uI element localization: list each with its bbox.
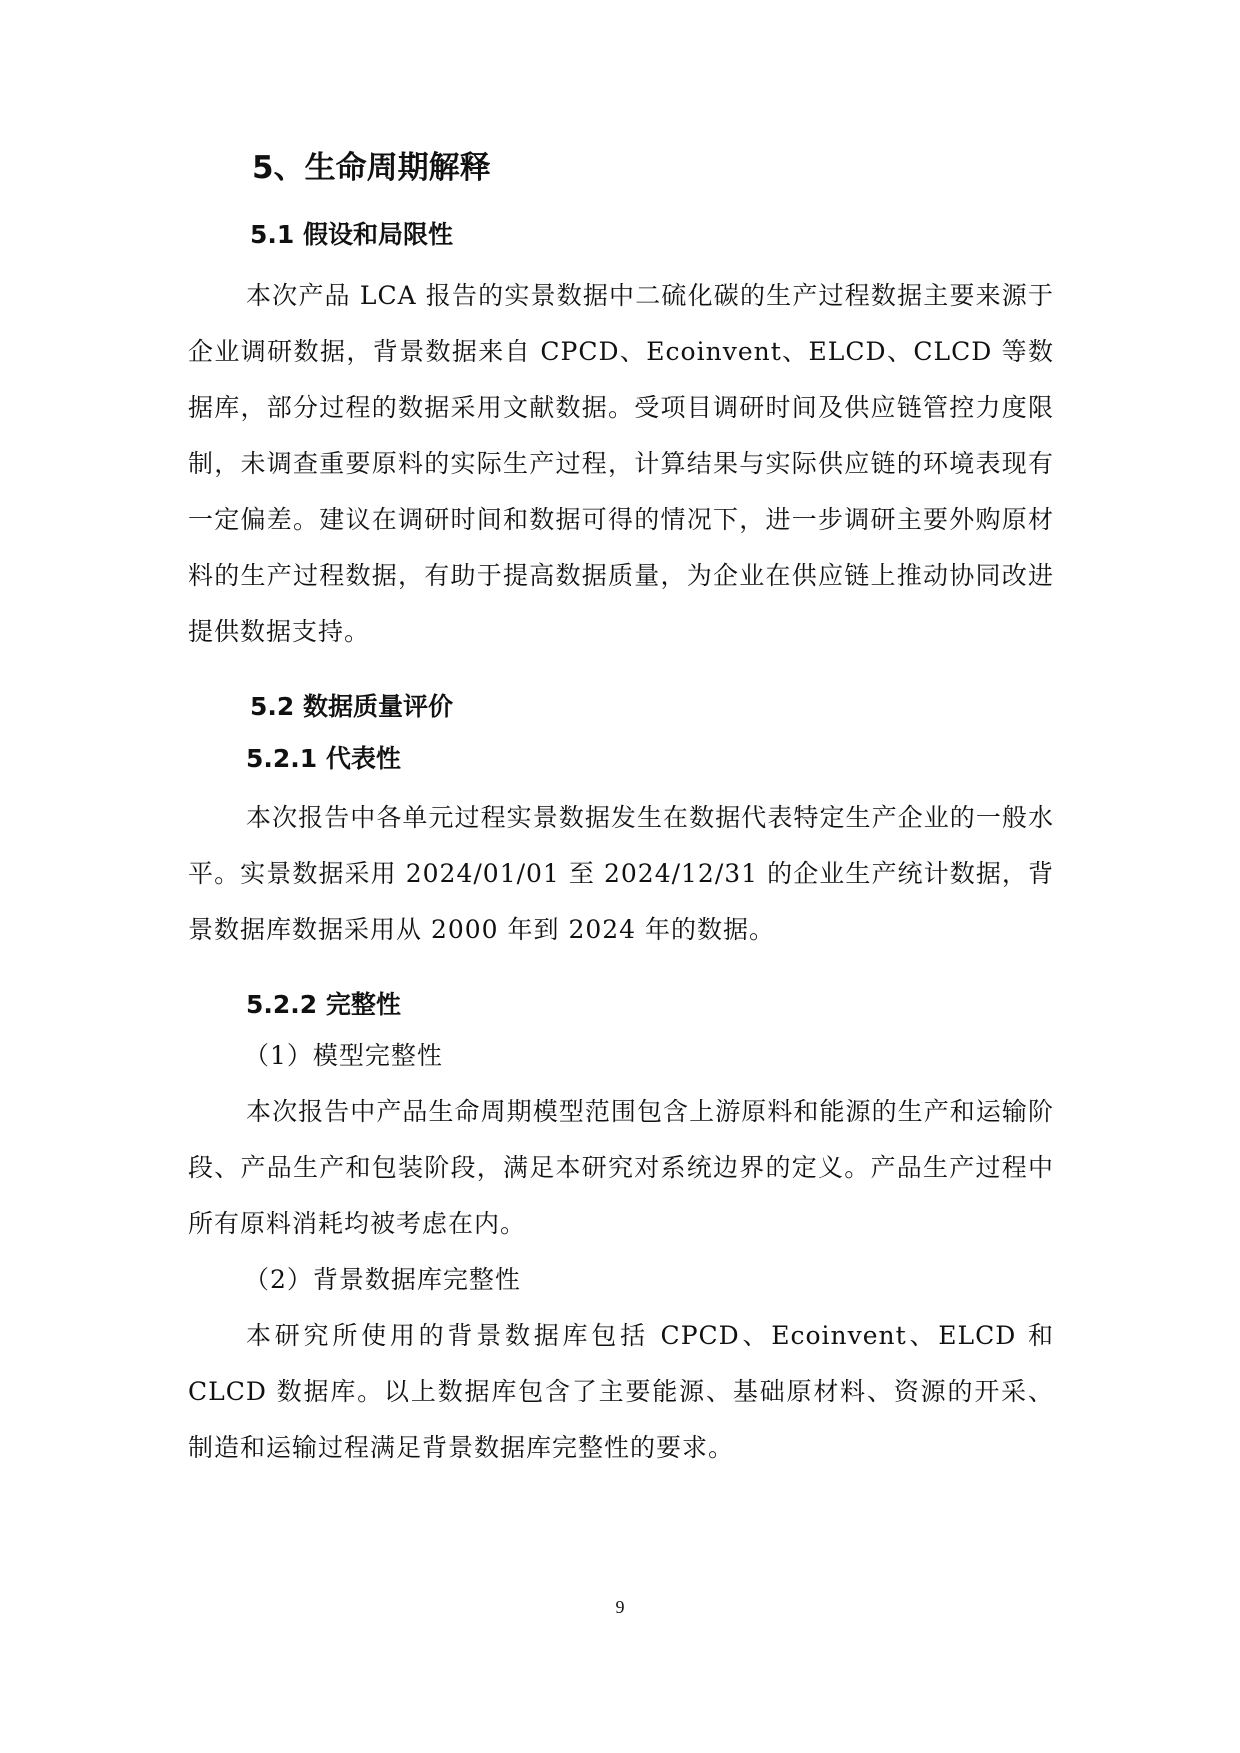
paragraph-representativeness: 本次报告中各单元过程实景数据发生在数据代表特定生产企业的一般水平。实景数据采用 2024/01/01 至 2024/12/31 的企业生产统计数据，背景数据库数据采用从 2000 年到 2024 年的数据。 [188, 803, 1054, 944]
page-number: 9 [615, 1597, 625, 1617]
item-title-database-completeness: （2）背景数据库完整性 [244, 1265, 521, 1294]
paragraph-model-completeness: 本次报告中产品生命周期模型范围包含上游原料和能源的生产和运输阶段、产品生产和包装阶段，满足本研究对系统边界的定义。产品生产过程中所有原料消耗均被考虑在内。 [188, 1097, 1054, 1238]
subsection-heading-5-2: 5.2 数据质量评价 [250, 692, 453, 721]
subsection-heading-5-1: 5.1 假设和局限性 [250, 220, 453, 249]
page-content [188, 140, 1054, 1476]
paragraph-assumptions-limitations: 本次产品 LCA 报告的实景数据中二硫化碳的生产过程数据主要来源于企业调研数据，背景数据来自 CPCD、Ecoinvent、ELCD、CLCD 等数据库，部分过程的数据采用文献数据。受项目调研时间及供应链管控力度限制，未调查重要原料的实际生产过程，计算结果与实际供应链的环境表现有一定偏差。建议在调研时间和数据可得的情况下，进一步调研主要外购原材料的生产过程数据，有助于提高数据质量，为企业在供应链上推动协同改进提供数据支持。 [188, 281, 1054, 646]
subsubsection-heading-5-2-2: 5.2.2 完整性 [246, 990, 401, 1019]
paragraph-database-completeness: 本研究所使用的背景数据库包括 CPCD、Ecoinvent、ELCD 和 CLCD 数据库。以上数据库包含了主要能源、基础原材料、资源的开采、制造和运输过程满足背景数据库完整性的要求。 [188, 1321, 1054, 1462]
subsubsection-heading-5-2-1: 5.2.1 代表性 [246, 744, 401, 773]
item-title-model-completeness: （1）模型完整性 [244, 1041, 443, 1070]
section-heading: 5、生命周期解释 [252, 150, 491, 186]
